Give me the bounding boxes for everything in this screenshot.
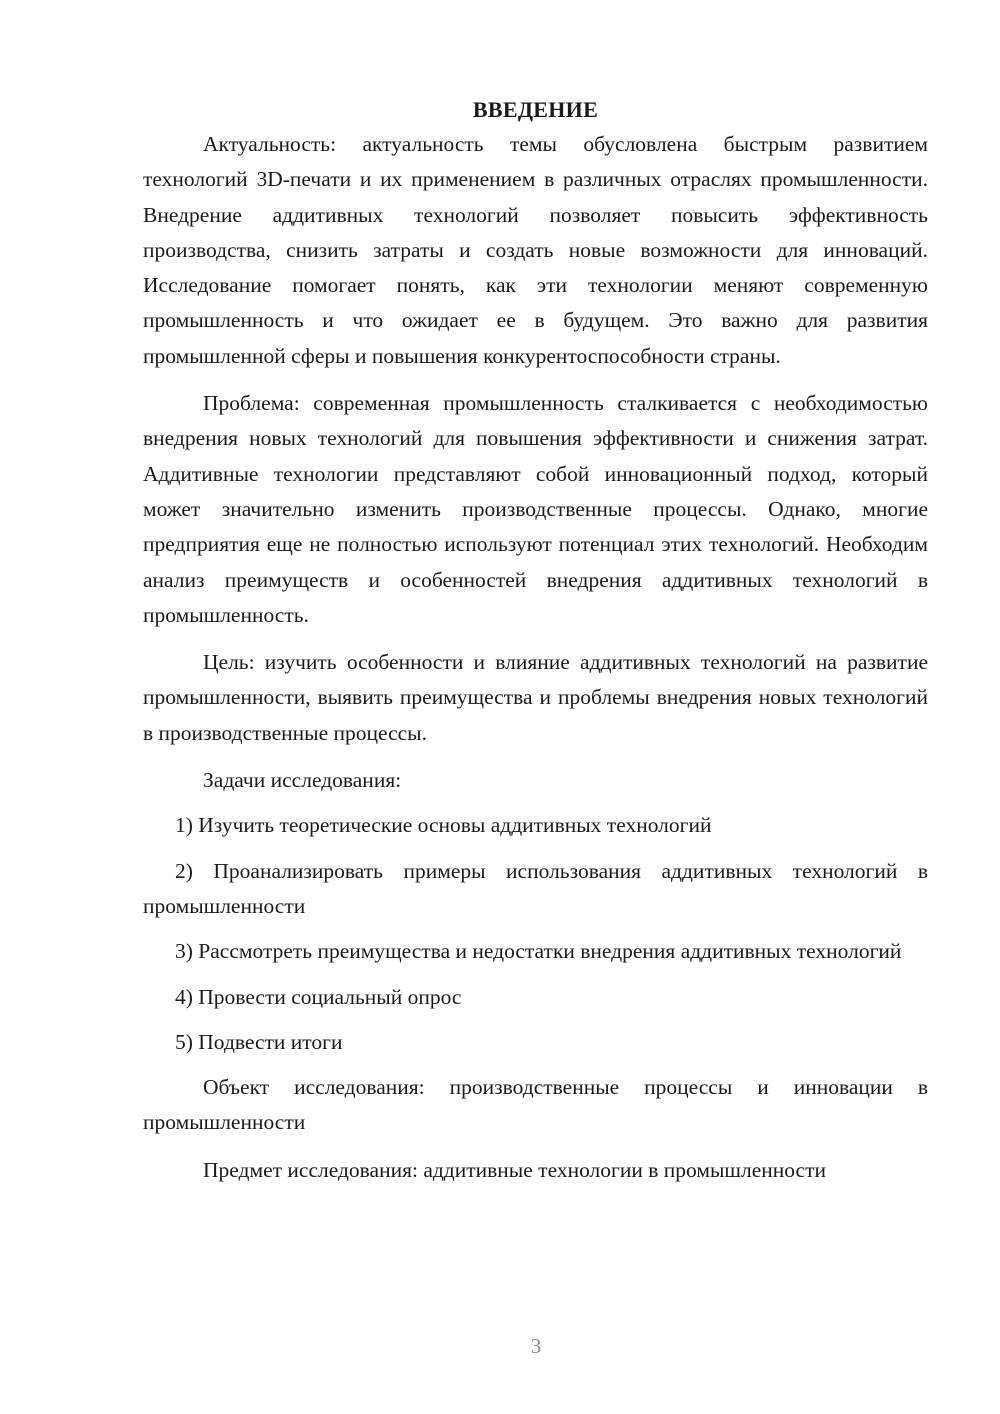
page-content	[143, 92, 928, 1200]
task-item-4: 4) Провести социальный опрос	[175, 984, 462, 1009]
tasks-heading: Задачи исследования:	[203, 768, 402, 793]
paragraph-problem: Проблема: современная промышленность сталкивается с необходимостью внедрения новых технологий для повышения эффективности и снижения затрат. Аддитивные технологии представляют собой инновационный подход, который может значительно изменить производственные процессы. Однако, многие предприятия еще не полностью используют потенциал этих технологий. Необходим анализ преимуществ и особенностей внедрения аддитивных технологий в промышленность.	[143, 391, 928, 627]
paragraph-relevance: Актуальность: актуальность темы обусловлена быстрым развитием технологий 3D-печати и их применением в различных отраслях промышленности. Внедрение аддитивных технологий позволяет повысить эффективность производства, снизить затраты и создать новые возможности для инноваций. Исследование помогает понять, как эти технологии меняют современную промышленность и что ожидает ее в будущем. Это важно для развития промышленной сферы и повышения конкурентоспособности страны.	[143, 132, 928, 368]
paragraph-subject: Предмет исследования: аддитивные технологии в промышленности	[203, 1157, 826, 1182]
paragraph-object: Объект исследования: производственные процессы и инновации в промышленности	[143, 1075, 928, 1135]
task-item-5: 5) Подвести итоги	[175, 1029, 343, 1054]
task-item-1: 1) Изучить теоретические основы аддитивных технологий	[175, 813, 712, 838]
task-item-3: 3) Рассмотреть преимущества и недостатки внедрения аддитивных технологий	[175, 939, 902, 964]
page-title: ВВЕДЕНИЕ	[472, 97, 599, 122]
paragraph-goal: Цель: изучить особенности и влияние аддитивных технологий на развитие промышленности, выявить преимущества и проблемы внедрения новых технологий в производственные процессы.	[143, 650, 928, 745]
page-number: 3	[530, 1334, 542, 1358]
task-item-2: 2) Проанализировать примеры использования аддитивных технологий в промышленности	[143, 858, 928, 918]
